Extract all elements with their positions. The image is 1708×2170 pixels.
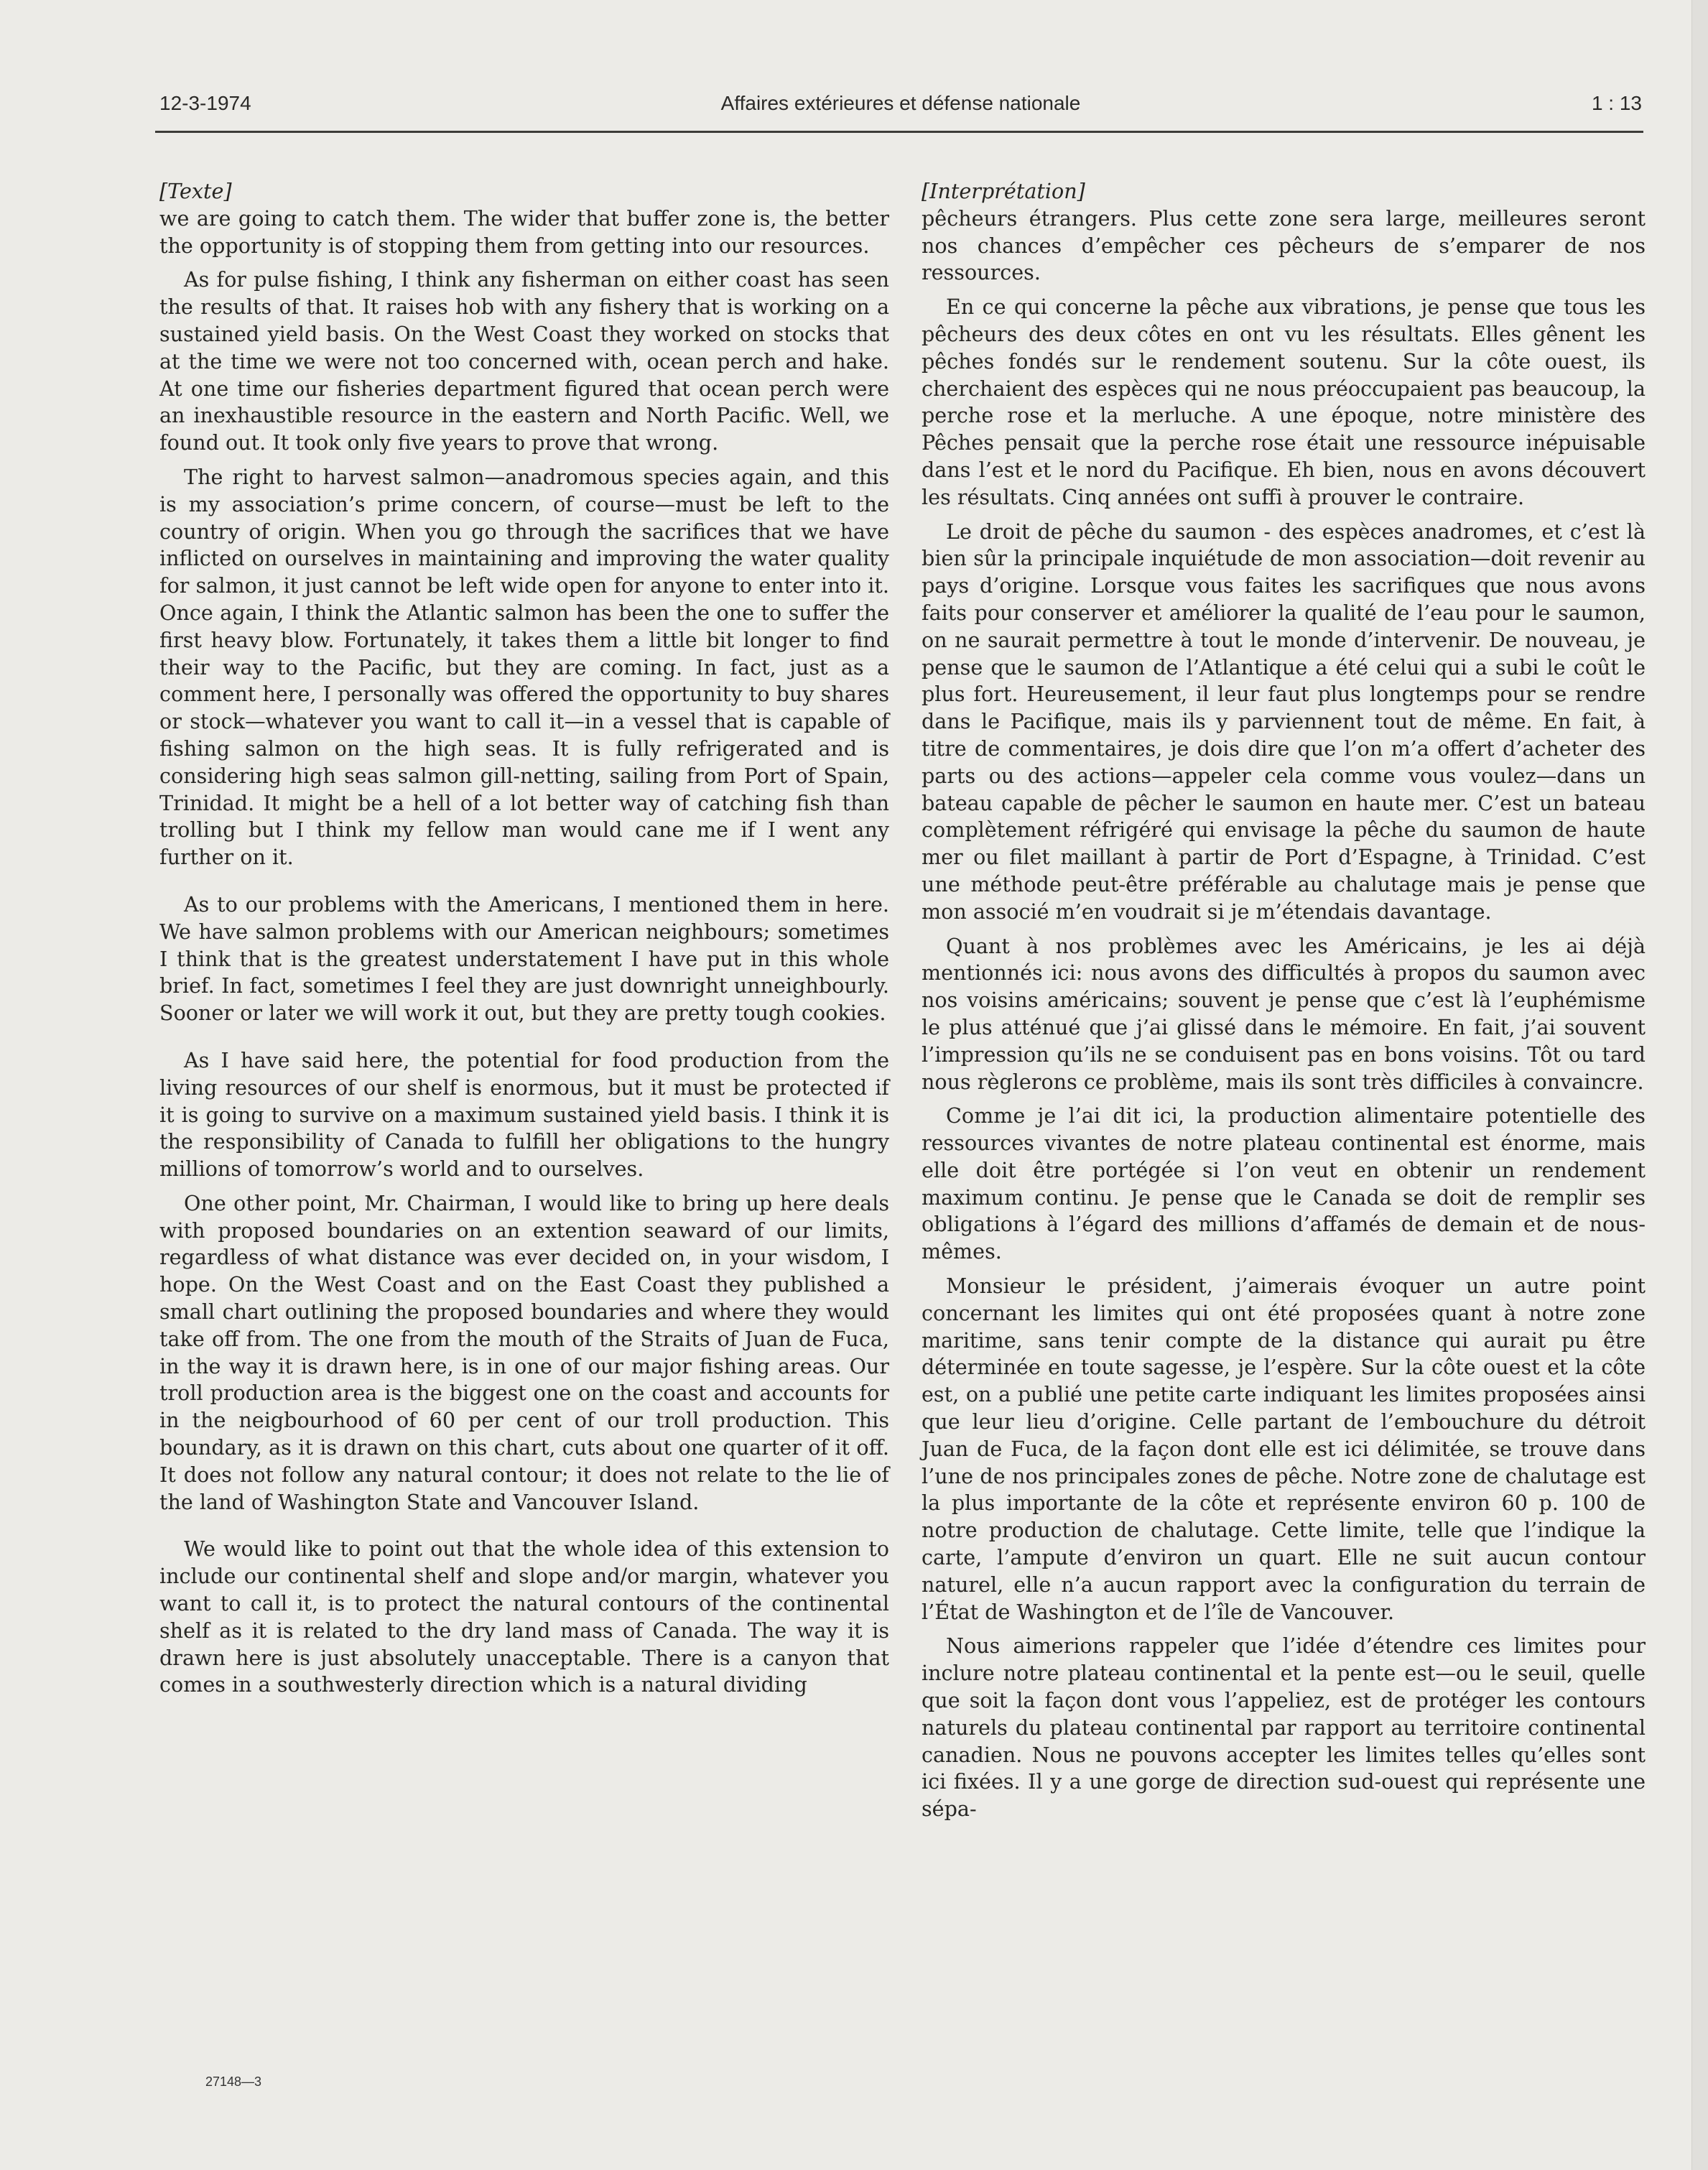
column-label-texte: [Texte]	[159, 179, 232, 203]
header-title: Affaires extérieures et défense nationale	[720, 92, 1081, 114]
header-page-number: 1 : 13	[1591, 92, 1642, 114]
paragraph: As to our problems with the Americans, I mentioned them in here. We have salmon problems with our American neighbours; sometimes I think that is the greatest understatement I have put in this whole brief. In fact, sometimes I feel they are just downright unneighbourly. Sooner or later we will work it out, but they are pretty tough cookies.	[159, 891, 889, 1026]
paragraph: As I have said here, the potential for food production from the living resources of our shelf is enormous, but it must be protected if it is going to survive on a maximum sustained yield basis. I think it is the responsibility of Canada to fulfill her obligations to the hungry millions of tomorrow’s world and to ourselves.	[159, 1047, 889, 1182]
paragraph: Comme je l’ai dit ici, la production alimentaire potentielle des ressources vivantes de notre plateau continental est énorme, mais elle doit être portégée si l’on veut en obtenir un rendement maximum continu. Je pense que le Canada se doit de remplir ses obligations à l’égard des millions d’affamés de demain et de nous-mêmes.	[922, 1103, 1646, 1264]
page-edge	[1691, 0, 1708, 2170]
english-column	[159, 178, 889, 1706]
paragraph: We would like to point out that the whole idea of this extension to include our continental shelf and slope and/or margin, whatever you want to call it, is to protect the natural contours of the continental shelf as it is related to the dry land mass of Canada. The way it is drawn here is just absolutely unacceptable. There is a canyon that comes in a southwesterly direction which is a natural dividing	[159, 1536, 889, 1697]
paragraph: we are going to catch them. The wider that buffer zone is, the better the opportunity is of stopping them from getting into our resources.	[159, 205, 889, 258]
header-date: 12-3-1974	[159, 92, 251, 114]
paragraph: Le droit de pêche du saumon - des espèces anadromes, et c’est là bien sûr la principale inquiétude de mon association—doit revenir au pays d’origine. Lorsque vous faites les sacrifiques que nous avons faits pour conserver et améliorer la qualité de l’eau pour le saumon, on ne saurait permettre à tout le monde d’intervenir. De nouveau, je pense que le saumon de l’Atlantique a été celui qui a subi le coût le plus fort. Heureusement, il leur faut plus longtemps pour se rendre dans le Pacifique, mais ils y parviennent tout de même. En fait, à titre de commentaires, je dois dire que l’on m’a offert d’acheter des parts ou des actions—appeler cela comme vous voulez—dans un bateau capable de pêcher le saumon en haute mer. C’est un bateau complètement réfrigéré qui envisage la pêche du saumon de haute mer ou filet maillant à partir de Port d’Espagne, à Trinidad. C’est une méthode peut-être préférable au chalutage mais je pense que mon associé m’en voudrait si je m’étendais davantage.	[922, 519, 1646, 924]
running-header	[159, 92, 1642, 121]
paragraph: One other point, Mr. Chairman, I would like to bring up here deals with proposed boundaries on an extention seaward of our limits, regardless of what distance was ever decided on, in your wisdom, I hope. On the West Coast and on the East Coast they published a small chart outlining the proposed boundaries and where they would take off from. The one from the mouth of the Straits of Juan de Fuca, in the way it is drawn here, is in one of our major fishing areas. Our troll production area is the biggest one on the coast and accounts for in the neigbourhood of 60 per cent of our troll production. This boundary, as it is drawn on this chart, cuts about one quarter of it off. It does not follow any natural contour; it does not relate to the lie of the land of Washington State and Vancouver Island.	[159, 1190, 889, 1514]
footer-code: 27148—3	[205, 2074, 262, 2089]
paragraph: En ce qui concerne la pêche aux vibrations, je pense que tous les pêcheurs des deux côtes en ont vu les résultats. Elles gênent les pêches fondés sur le rendement soutenu. Sur la côte ouest, ils cherchaient des espèces qui ne nous préoccupaient pas beaucoup, la perche rose et la merluche. A une époque, notre ministère des Pêches pensait que la perche rose était une ressource inépuisable dans l’est et le nord du Pacifique. Eh bien, nous en avons découvert les résultats. Cinq années ont suffi à prouver le contraire.	[922, 295, 1646, 509]
paragraph: Nous aimerions rappeler que l’idée d’étendre ces limites pour inclure notre plateau continental et la pente est—ou le seuil, quelle que soit la façon dont vous l’appeliez, est de protéger les contours naturels du plateau continental par rapport au territoire continental canadien. Nous ne pouvons accepter les limites telles qu’elles sont ici fixées. Il y a une gorge de direction sud-ouest qui représente une sépa-	[922, 1633, 1646, 1822]
column-label-interpretation: [Interprétation]	[922, 179, 1085, 203]
paragraph: Quant à nos problèmes avec les Américains, je les ai déjà mentionnés ici: nous avons des difficultés à propos du saumon avec nos voisins américains; souvent je pense que c’est là l’euphémisme le plus atténué que j’ai glissé dans le mémoire. En fait, j’ai souvent l’impression qu’ils ne se conduisent pas en bons voisins. Tôt ou tard nous règlerons ce problème, mais ils sont très difficiles à convaincre.	[922, 933, 1646, 1094]
paragraph: The right to harvest salmon—anadromous species again, and this is my association’s prime concern, of course—must be left to the country of origin. When you go through the sacrifices that we have inflicted on ourselves in maintaining and improving the water quality for salmon, it just cannot be left wide open for anyone to enter into it. Once again, I think the Atlantic salmon has been the one to suffer the first heavy blow. Fortunately, it takes them a little bit longer to find their way to the Pacific, but they are coming. In fact, just as a comment here, I personally was offered the opportunity to buy shares or stock—whatever you want to call it—in a vessel that is capable of fishing salmon on the high seas. It is fully refrigerated and is considering high seas salmon gill-netting, sailing from Port of Spain, Trinidad. It might be a hell of a lot better way of catching fish than trolling but I think my fellow man would cane me if I went any further on it.	[159, 464, 889, 870]
french-column	[922, 178, 1646, 1830]
paragraph: Monsieur le président, j’aimerais évoquer un autre point concernant les limites qui ont été proposées quant à notre zone maritime, sans tenir compte de la distance qui aurait pu être déterminée en toute sagesse, je l’espère. Sur la côte ouest et la côte est, on a publié une petite carte indiquant les limites proposées ainsi que leur lieu d’origine. Celle partant de l’embouchure du détroit Juan de Fuca, de la façon dont elle est ici délimitée, se trouve dans l’une de nos principales zones de pêche. Notre zone de chalutage est la plus importante de la côte et représente environ 60 p. 100 de notre production de chalutage. Cette limite, telle que l’indique la carte, l’ampute d’environ un quart. Elle ne suit aucun contour naturel, elle n’a aucun rapport avec la configuration du terrain de l’État de Washington et de l’île de Vancouver.	[922, 1274, 1646, 1624]
paragraph: As for pulse fishing, I think any fisherman on either coast has seen the results of that. It raises hob with any fishery that is working on a sustained yield basis. On the West Coast they worked on stocks that at the time we were not too concerned with, ocean perch and hake. At one time our fisheries department figured that ocean perch were an inexhaustible resource in the eastern and North Pacific. Well, we found out. It took only five years to prove that wrong.	[159, 267, 889, 455]
header-rule	[155, 131, 1643, 133]
paragraph: pêcheurs étrangers. Plus cette zone sera large, meilleures seront nos chances d’empêcher ces pêcheurs de s’emparer de nos ressources.	[922, 205, 1646, 285]
